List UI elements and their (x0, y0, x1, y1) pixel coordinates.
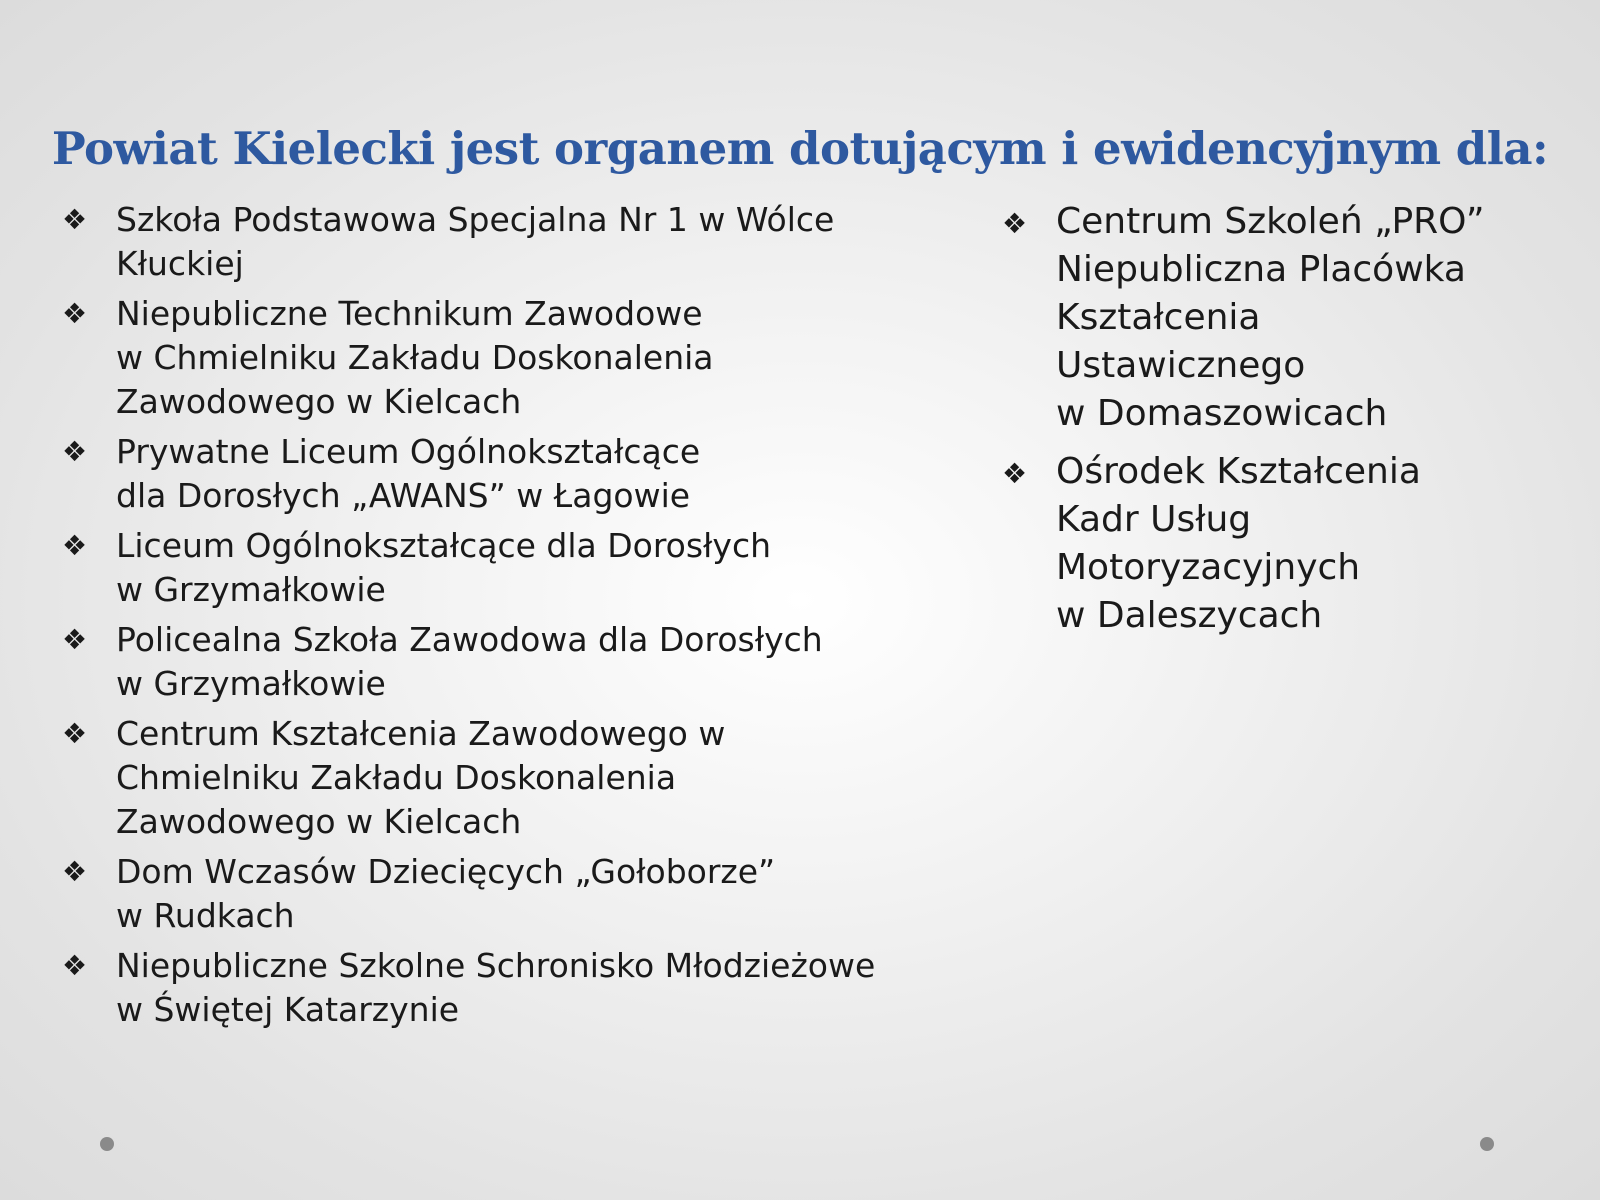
item-line: Policealna Szkoła Zawodowa dla Dorosłych (116, 620, 823, 659)
list-item (62, 292, 962, 424)
item-line: Kłuckiej (116, 244, 244, 283)
item-line: w Domaszowicach (1056, 393, 1388, 434)
item-line: Motoryzacyjnych (1056, 547, 1361, 588)
slide-title: Powiat Kielecki jest organem dotującym i ewidencyjnym dla: (51, 122, 1549, 175)
item-line: w Rudkach (116, 896, 295, 935)
item-line: Chmielniku Zakładu Doskonalenia (116, 758, 677, 797)
list-item (62, 430, 962, 518)
item-line: w Świętej Katarzynie (116, 990, 460, 1029)
item-line: Kształcenia (1056, 297, 1261, 338)
list-item (62, 618, 962, 706)
item-line: dla Dorosłych „AWANS” w Łagowie (116, 476, 691, 515)
item-line: Centrum Szkoleń „PRO” (1056, 201, 1485, 242)
item-line: w Grzymałkowie (116, 664, 386, 703)
four-diamond-bullet-icon: ❖ (1002, 457, 1028, 490)
item-line: Ośrodek Kształcenia (1056, 451, 1421, 492)
item-line: Zawodowego w Kielcach (116, 382, 522, 421)
four-diamond-bullet-icon: ❖ (62, 203, 88, 236)
item-line: w Daleszycach (1056, 595, 1323, 636)
list-item (1002, 448, 1582, 640)
four-diamond-bullet-icon: ❖ (62, 529, 88, 562)
list-item (62, 850, 962, 938)
item-line: w Grzymałkowie (116, 570, 386, 609)
list-item (62, 712, 962, 844)
slide-dot-left-decoration (100, 1137, 114, 1151)
slide-dot-right-decoration (1480, 1137, 1494, 1151)
item-line: Centrum Kształcenia Zawodowego w (116, 714, 726, 753)
list-item (62, 524, 962, 612)
right-list (1002, 198, 1582, 650)
item-line: Ustawicznego (1056, 345, 1306, 386)
item-line: Niepubliczne Technikum Zawodowe (116, 294, 703, 333)
item-line: Liceum Ogólnokształcące dla Dorosłych (116, 526, 772, 565)
four-diamond-bullet-icon: ❖ (62, 855, 88, 888)
list-item (62, 944, 962, 1032)
item-line: Prywatne Liceum Ogólnokształcące (116, 432, 701, 471)
item-line: Szkoła Podstawowa Specjalna Nr 1 w Wólce (116, 200, 835, 239)
item-line: Niepubliczne Szkolne Schronisko Młodzieżowe (116, 946, 876, 985)
four-diamond-bullet-icon: ❖ (1002, 207, 1028, 240)
left-list (62, 198, 962, 1038)
four-diamond-bullet-icon: ❖ (62, 949, 88, 982)
item-line: Niepubliczna Placówka (1056, 249, 1466, 290)
four-diamond-bullet-icon: ❖ (62, 623, 88, 656)
item-line: Dom Wczasów Dziecięcych „Gołoborze” (116, 852, 776, 891)
four-diamond-bullet-icon: ❖ (62, 435, 88, 468)
item-line: w Chmielniku Zakładu Doskonalenia (116, 338, 714, 377)
item-line: Zawodowego w Kielcach (116, 802, 522, 841)
item-line: Kadr Usług (1056, 499, 1252, 540)
four-diamond-bullet-icon: ❖ (62, 717, 88, 750)
list-item (62, 198, 962, 286)
list-item (1002, 198, 1582, 438)
four-diamond-bullet-icon: ❖ (62, 297, 88, 330)
